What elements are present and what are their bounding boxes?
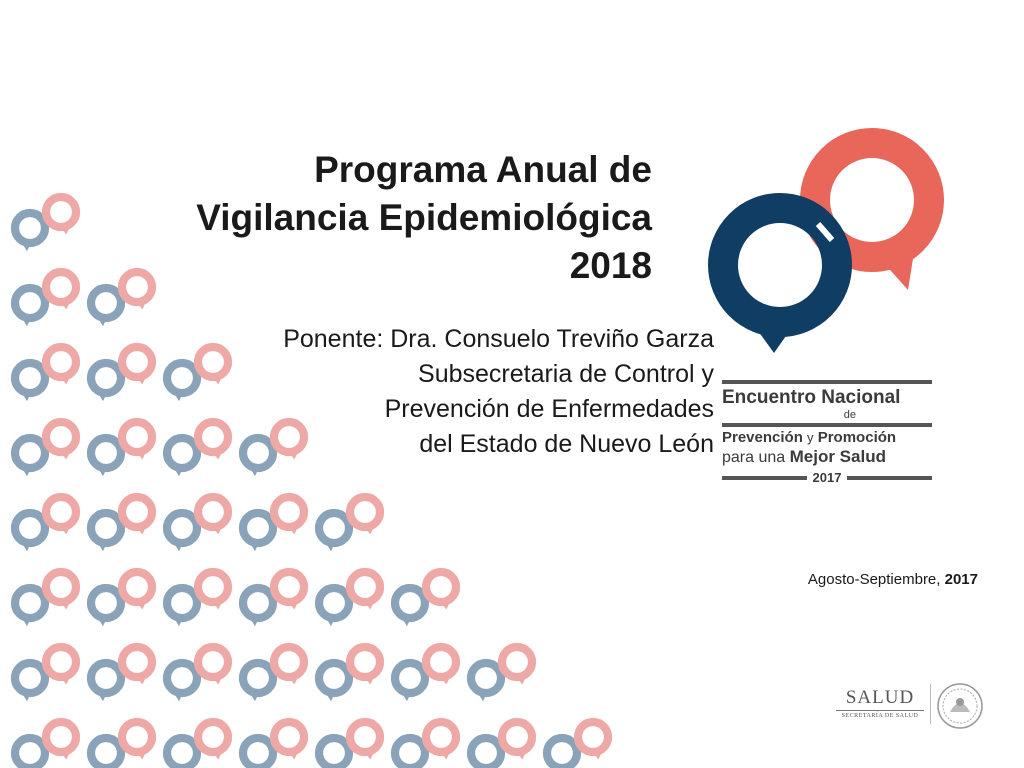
pattern-bubble — [198, 572, 228, 610]
speaker-line-1: Ponente: Dra. Consuelo Treviño Garza — [283, 325, 714, 353]
pattern-bubble — [91, 438, 121, 476]
pattern-bubble — [243, 513, 273, 551]
pattern-bubble — [426, 647, 456, 685]
speaker-line-4: del Estado de Nuevo León — [419, 430, 714, 458]
salud-logo — [832, 688, 928, 719]
pattern-bubble — [243, 738, 273, 768]
pattern-bubble — [319, 663, 349, 701]
presentation-title — [92, 146, 652, 290]
pattern-bubble — [15, 513, 45, 551]
pattern-bubble — [350, 497, 380, 535]
event-line-1: Encuentro Nacional — [722, 387, 901, 408]
secretaria-label: SECRETARÍA DE SALUD — [841, 713, 919, 719]
title-line-2: Vigilancia Epidemiológica — [196, 197, 652, 238]
pattern-bubble — [46, 422, 76, 460]
pattern-bubble — [547, 738, 577, 768]
speech-bubbles-logo-icon — [700, 128, 950, 358]
pattern-bubble — [15, 438, 45, 476]
pattern-bubble — [91, 738, 121, 768]
pattern-bubble — [91, 663, 121, 701]
pattern-bubble — [122, 572, 152, 610]
pattern-bubble — [578, 722, 608, 760]
pattern-bubble — [46, 647, 76, 685]
pattern-bubble — [46, 497, 76, 535]
date-months: Agosto-Septiembre, — [807, 571, 941, 588]
pattern-bubble — [15, 288, 45, 326]
pattern-bubble — [46, 272, 76, 310]
pattern-bubble — [167, 588, 197, 626]
pattern-bubble — [91, 363, 121, 401]
event-y: y — [807, 430, 814, 445]
event-mejor-salud: Mejor Salud — [789, 447, 886, 466]
event-logo-text — [722, 378, 932, 485]
pattern-bubble — [91, 588, 121, 626]
pattern-bubble — [502, 647, 532, 685]
footer-divider — [930, 684, 931, 724]
pattern-bubble — [319, 513, 349, 551]
speaker-block — [154, 322, 714, 462]
pattern-bubble — [167, 513, 197, 551]
mexico-coat-of-arms-icon — [936, 682, 984, 730]
event-para-una: para una — [722, 449, 786, 466]
title-line-1: Programa Anual de — [314, 149, 652, 190]
pattern-bubble — [15, 663, 45, 701]
speaker-line-3: Prevención de Enfermedades — [384, 395, 714, 423]
pattern-bubble — [198, 722, 228, 760]
title-line-3: 2018 — [569, 245, 652, 286]
pattern-bubble — [274, 647, 304, 685]
pattern-bubble — [122, 647, 152, 685]
pattern-bubble — [350, 572, 380, 610]
pattern-bubble — [122, 347, 152, 385]
pattern-bubble — [91, 288, 121, 326]
event-prevencion: Prevención — [722, 429, 803, 446]
pattern-bubble — [167, 663, 197, 701]
salud-wordmark: SALUD — [845, 687, 915, 708]
pattern-bubble — [426, 722, 456, 760]
event-promocion: Promoción — [817, 429, 897, 446]
pattern-bubble — [15, 588, 45, 626]
pattern-bubble — [395, 738, 425, 768]
pattern-bubble — [15, 213, 45, 251]
pattern-bubble — [122, 722, 152, 760]
pattern-bubble — [46, 722, 76, 760]
pattern-bubble — [350, 722, 380, 760]
pattern-bubble — [91, 513, 121, 551]
presentation-date — [808, 571, 978, 588]
event-de: de — [843, 409, 856, 421]
pattern-bubble — [167, 738, 197, 768]
pattern-bubble — [46, 197, 76, 235]
pattern-bubble — [46, 347, 76, 385]
pattern-bubble — [198, 647, 228, 685]
pattern-bubble — [319, 738, 349, 768]
pattern-bubble — [319, 588, 349, 626]
pattern-bubble — [243, 588, 273, 626]
pattern-bubble — [426, 572, 456, 610]
pattern-bubble — [243, 663, 273, 701]
pattern-bubble — [471, 663, 501, 701]
pattern-bubble — [274, 497, 304, 535]
pattern-bubble — [274, 722, 304, 760]
pattern-bubble — [15, 738, 45, 768]
event-top-bar — [722, 380, 932, 384]
pattern-bubble — [395, 588, 425, 626]
event-year-row — [722, 470, 932, 485]
pattern-bubble — [15, 363, 45, 401]
event-line-3 — [722, 447, 932, 468]
pattern-bubble — [122, 422, 152, 460]
pattern-bubble — [274, 572, 304, 610]
pattern-bubble — [471, 738, 501, 768]
speaker-line-2: Subsecretaria de Control y — [418, 360, 714, 388]
pattern-bubble — [46, 572, 76, 610]
date-year: 2017 — [944, 571, 978, 588]
event-year: 2017 — [812, 470, 842, 485]
pattern-bubble — [350, 647, 380, 685]
pattern-bubble — [198, 497, 228, 535]
pattern-bubble — [122, 497, 152, 535]
pattern-bubble — [502, 722, 532, 760]
event-mid-bar — [722, 423, 932, 427]
event-line-2 — [722, 429, 932, 447]
pattern-bubble — [395, 663, 425, 701]
